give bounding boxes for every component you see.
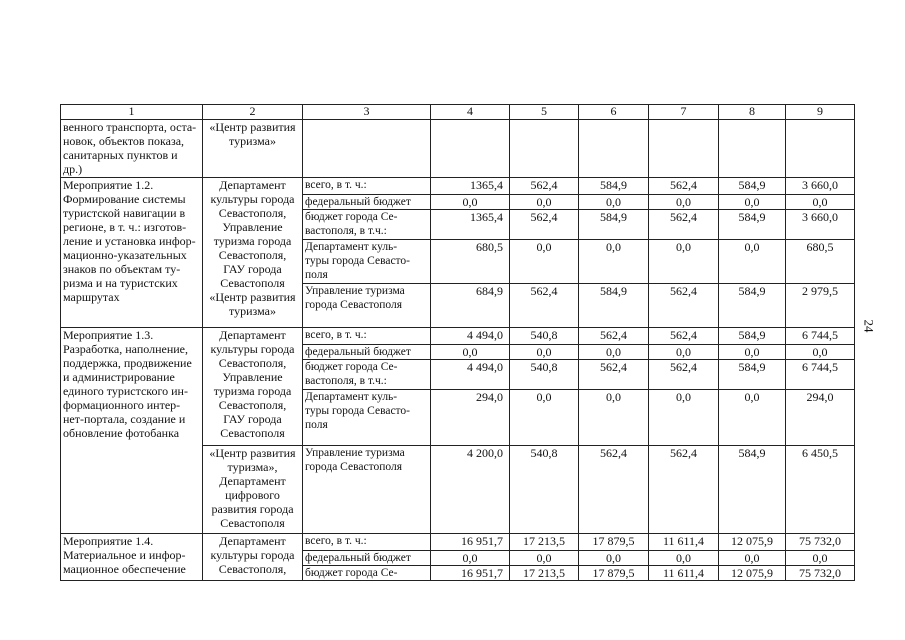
value-cell: 75 732,0 xyxy=(786,566,855,581)
value-cell: 584,9 xyxy=(579,210,649,240)
value-cell: 562,4 xyxy=(510,178,579,195)
measure-cell: Мероприятие 1.3. Разработка, наполнение, поддержка, продвижение и администрирование единого туристского ин- формационного интер- нет-портала, создание и обновление фотобанка xyxy=(61,328,203,534)
value-cell: 6 450,5 xyxy=(786,446,855,534)
column-number: 5 xyxy=(510,105,579,120)
value-cell: 0,0 xyxy=(510,390,579,446)
value-cell: 0,0 xyxy=(510,240,579,284)
value-cell: 540,8 xyxy=(510,446,579,534)
value-cell: 0,0 xyxy=(719,551,786,566)
source-cell: Управление туризма города Севастополя xyxy=(303,446,431,534)
executor-cell: «Центр развития туризма», Департамент цифрового развития города Севастополя xyxy=(203,446,303,534)
value-cell: 562,4 xyxy=(649,446,719,534)
value-cell: 12 075,9 xyxy=(719,566,786,581)
value-cell: 540,8 xyxy=(510,328,579,345)
column-number: 3 xyxy=(303,105,431,120)
value-cell: 680,5 xyxy=(786,240,855,284)
value-cell: 17 213,5 xyxy=(510,566,579,581)
value-cell: 2 979,5 xyxy=(786,284,855,328)
value-cell: 540,8 xyxy=(510,360,579,390)
value-cell: 680,5 xyxy=(431,240,510,284)
value-cell: 584,9 xyxy=(719,178,786,195)
table-row xyxy=(61,534,855,551)
value-cell: 0,0 xyxy=(719,240,786,284)
source-cell: федеральный бюджет xyxy=(303,551,431,566)
value-cell: 584,9 xyxy=(719,284,786,328)
column-number: 8 xyxy=(719,105,786,120)
column-number: 7 xyxy=(649,105,719,120)
value-cell: 0,0 xyxy=(719,195,786,210)
column-number: 6 xyxy=(579,105,649,120)
value-cell: 17 879,5 xyxy=(579,566,649,581)
measure-cell: Мероприятие 1.2. Формирование системы туристской навигации в регионе, в т. ч.: изготов- ление и установка инфор- мационно-указательных знаков по объектам ту- ризма и на туристских маршрутах xyxy=(61,178,203,328)
value-cell: 0,0 xyxy=(649,551,719,566)
column-number: 2 xyxy=(203,105,303,120)
value-cell: 0,0 xyxy=(579,345,649,360)
value-cell: 0,0 xyxy=(786,345,855,360)
value-cell: 0,0 xyxy=(649,345,719,360)
page-number: 24 xyxy=(861,319,877,333)
value-cell: 562,4 xyxy=(649,178,719,195)
value-cell: 0,0 xyxy=(431,551,510,566)
value-cell: 3 660,0 xyxy=(786,178,855,195)
value-cell: 562,4 xyxy=(579,328,649,345)
source-cell: бюджет города Се- вастополя, в т.ч.: xyxy=(303,360,431,390)
value-cell: 294,0 xyxy=(431,390,510,446)
value-cell: 0,0 xyxy=(786,551,855,566)
column-number: 4 xyxy=(431,105,510,120)
measure-cell: венного транспорта, оста- новок, объектов показа, санитарных пунктов и др.) xyxy=(61,120,203,178)
value-cell: 16 951,7 xyxy=(431,534,510,551)
source-cell: федеральный бюджет xyxy=(303,195,431,210)
executor-cell: Департамент культуры города Севастополя, Управление туризма города Севастополя, ГАУ города Севастополя xyxy=(203,328,303,446)
value-cell: 562,4 xyxy=(510,284,579,328)
value-cell: 1365,4 xyxy=(431,210,510,240)
value-cell: 0,0 xyxy=(649,240,719,284)
column-number: 9 xyxy=(786,105,855,120)
value-cell: 0,0 xyxy=(786,195,855,210)
header-row xyxy=(61,105,855,120)
value-cell: 0,0 xyxy=(579,240,649,284)
value-cell: 0,0 xyxy=(579,551,649,566)
value-cell: 0,0 xyxy=(431,195,510,210)
value-cell: 0,0 xyxy=(579,390,649,446)
value-cell: 562,4 xyxy=(649,210,719,240)
value-cell: 684,9 xyxy=(431,284,510,328)
executor-cell: Департамент культуры города Севастополя, xyxy=(203,534,303,581)
value-cell: 562,4 xyxy=(510,210,579,240)
funding-table xyxy=(60,104,855,581)
source-cell: всего, в т. ч.: xyxy=(303,328,431,345)
value-cell: 6 744,5 xyxy=(786,360,855,390)
value-cell: 584,9 xyxy=(719,328,786,345)
value-cell: 584,9 xyxy=(719,360,786,390)
value-cell: 1365,4 xyxy=(431,178,510,195)
value-cell: 562,4 xyxy=(579,446,649,534)
source-cell: всего, в т. ч.: xyxy=(303,178,431,195)
value-cell: 0,0 xyxy=(510,551,579,566)
value-cell: 0,0 xyxy=(431,345,510,360)
source-cell: Департамент куль- туры города Севасто- поля xyxy=(303,240,431,284)
value-cell: 4 494,0 xyxy=(431,328,510,345)
value-cell: 4 494,0 xyxy=(431,360,510,390)
value-cell: 584,9 xyxy=(579,284,649,328)
executor-cell: Департамент культуры города Севастополя, Управление туризма города Севастополя, ГАУ города Севастополя «Центр развития туризма» xyxy=(203,178,303,328)
value-cell: 562,4 xyxy=(649,360,719,390)
value-cell: 4 200,0 xyxy=(431,446,510,534)
value-cell: 0,0 xyxy=(649,390,719,446)
value-cell: 294,0 xyxy=(786,390,855,446)
source-cell: всего, в т. ч.: xyxy=(303,534,431,551)
value-cell: 0,0 xyxy=(649,195,719,210)
executor-cell: «Центр развития туризма» xyxy=(203,120,303,178)
value-cell: 0,0 xyxy=(510,345,579,360)
value-cell: 12 075,9 xyxy=(719,534,786,551)
column-number: 1 xyxy=(61,105,203,120)
value-cell: 11 611,4 xyxy=(649,566,719,581)
value-cell: 0,0 xyxy=(719,345,786,360)
value-cell: 562,4 xyxy=(649,284,719,328)
value-cell: 562,4 xyxy=(649,328,719,345)
value-cell: 17 879,5 xyxy=(579,534,649,551)
value-cell: 16 951,7 xyxy=(431,566,510,581)
table-row xyxy=(61,120,855,178)
value-cell: 75 732,0 xyxy=(786,534,855,551)
value-cell: 584,9 xyxy=(719,446,786,534)
measure-cell: Мероприятие 1.4. Материальное и инфор- мационное обеспечение xyxy=(61,534,203,581)
value-cell: 3 660,0 xyxy=(786,210,855,240)
source-cell: бюджет города Се- вастополя, в т.ч.: xyxy=(303,210,431,240)
value-cell: 584,9 xyxy=(579,178,649,195)
value-cell: 0,0 xyxy=(579,195,649,210)
value-cell: 584,9 xyxy=(719,210,786,240)
value-cell: 6 744,5 xyxy=(786,328,855,345)
value-cell: 562,4 xyxy=(579,360,649,390)
table-row xyxy=(61,178,855,195)
value-cell: 11 611,4 xyxy=(649,534,719,551)
source-cell: Департамент куль- туры города Севасто- поля xyxy=(303,390,431,446)
source-cell: федеральный бюджет xyxy=(303,345,431,360)
value-cell: 0,0 xyxy=(719,390,786,446)
value-cell: 17 213,5 xyxy=(510,534,579,551)
source-cell: бюджет города Се- xyxy=(303,566,431,581)
table-row xyxy=(61,328,855,345)
value-cell: 0,0 xyxy=(510,195,579,210)
source-cell: Управление туризма города Севастополя xyxy=(303,284,431,328)
